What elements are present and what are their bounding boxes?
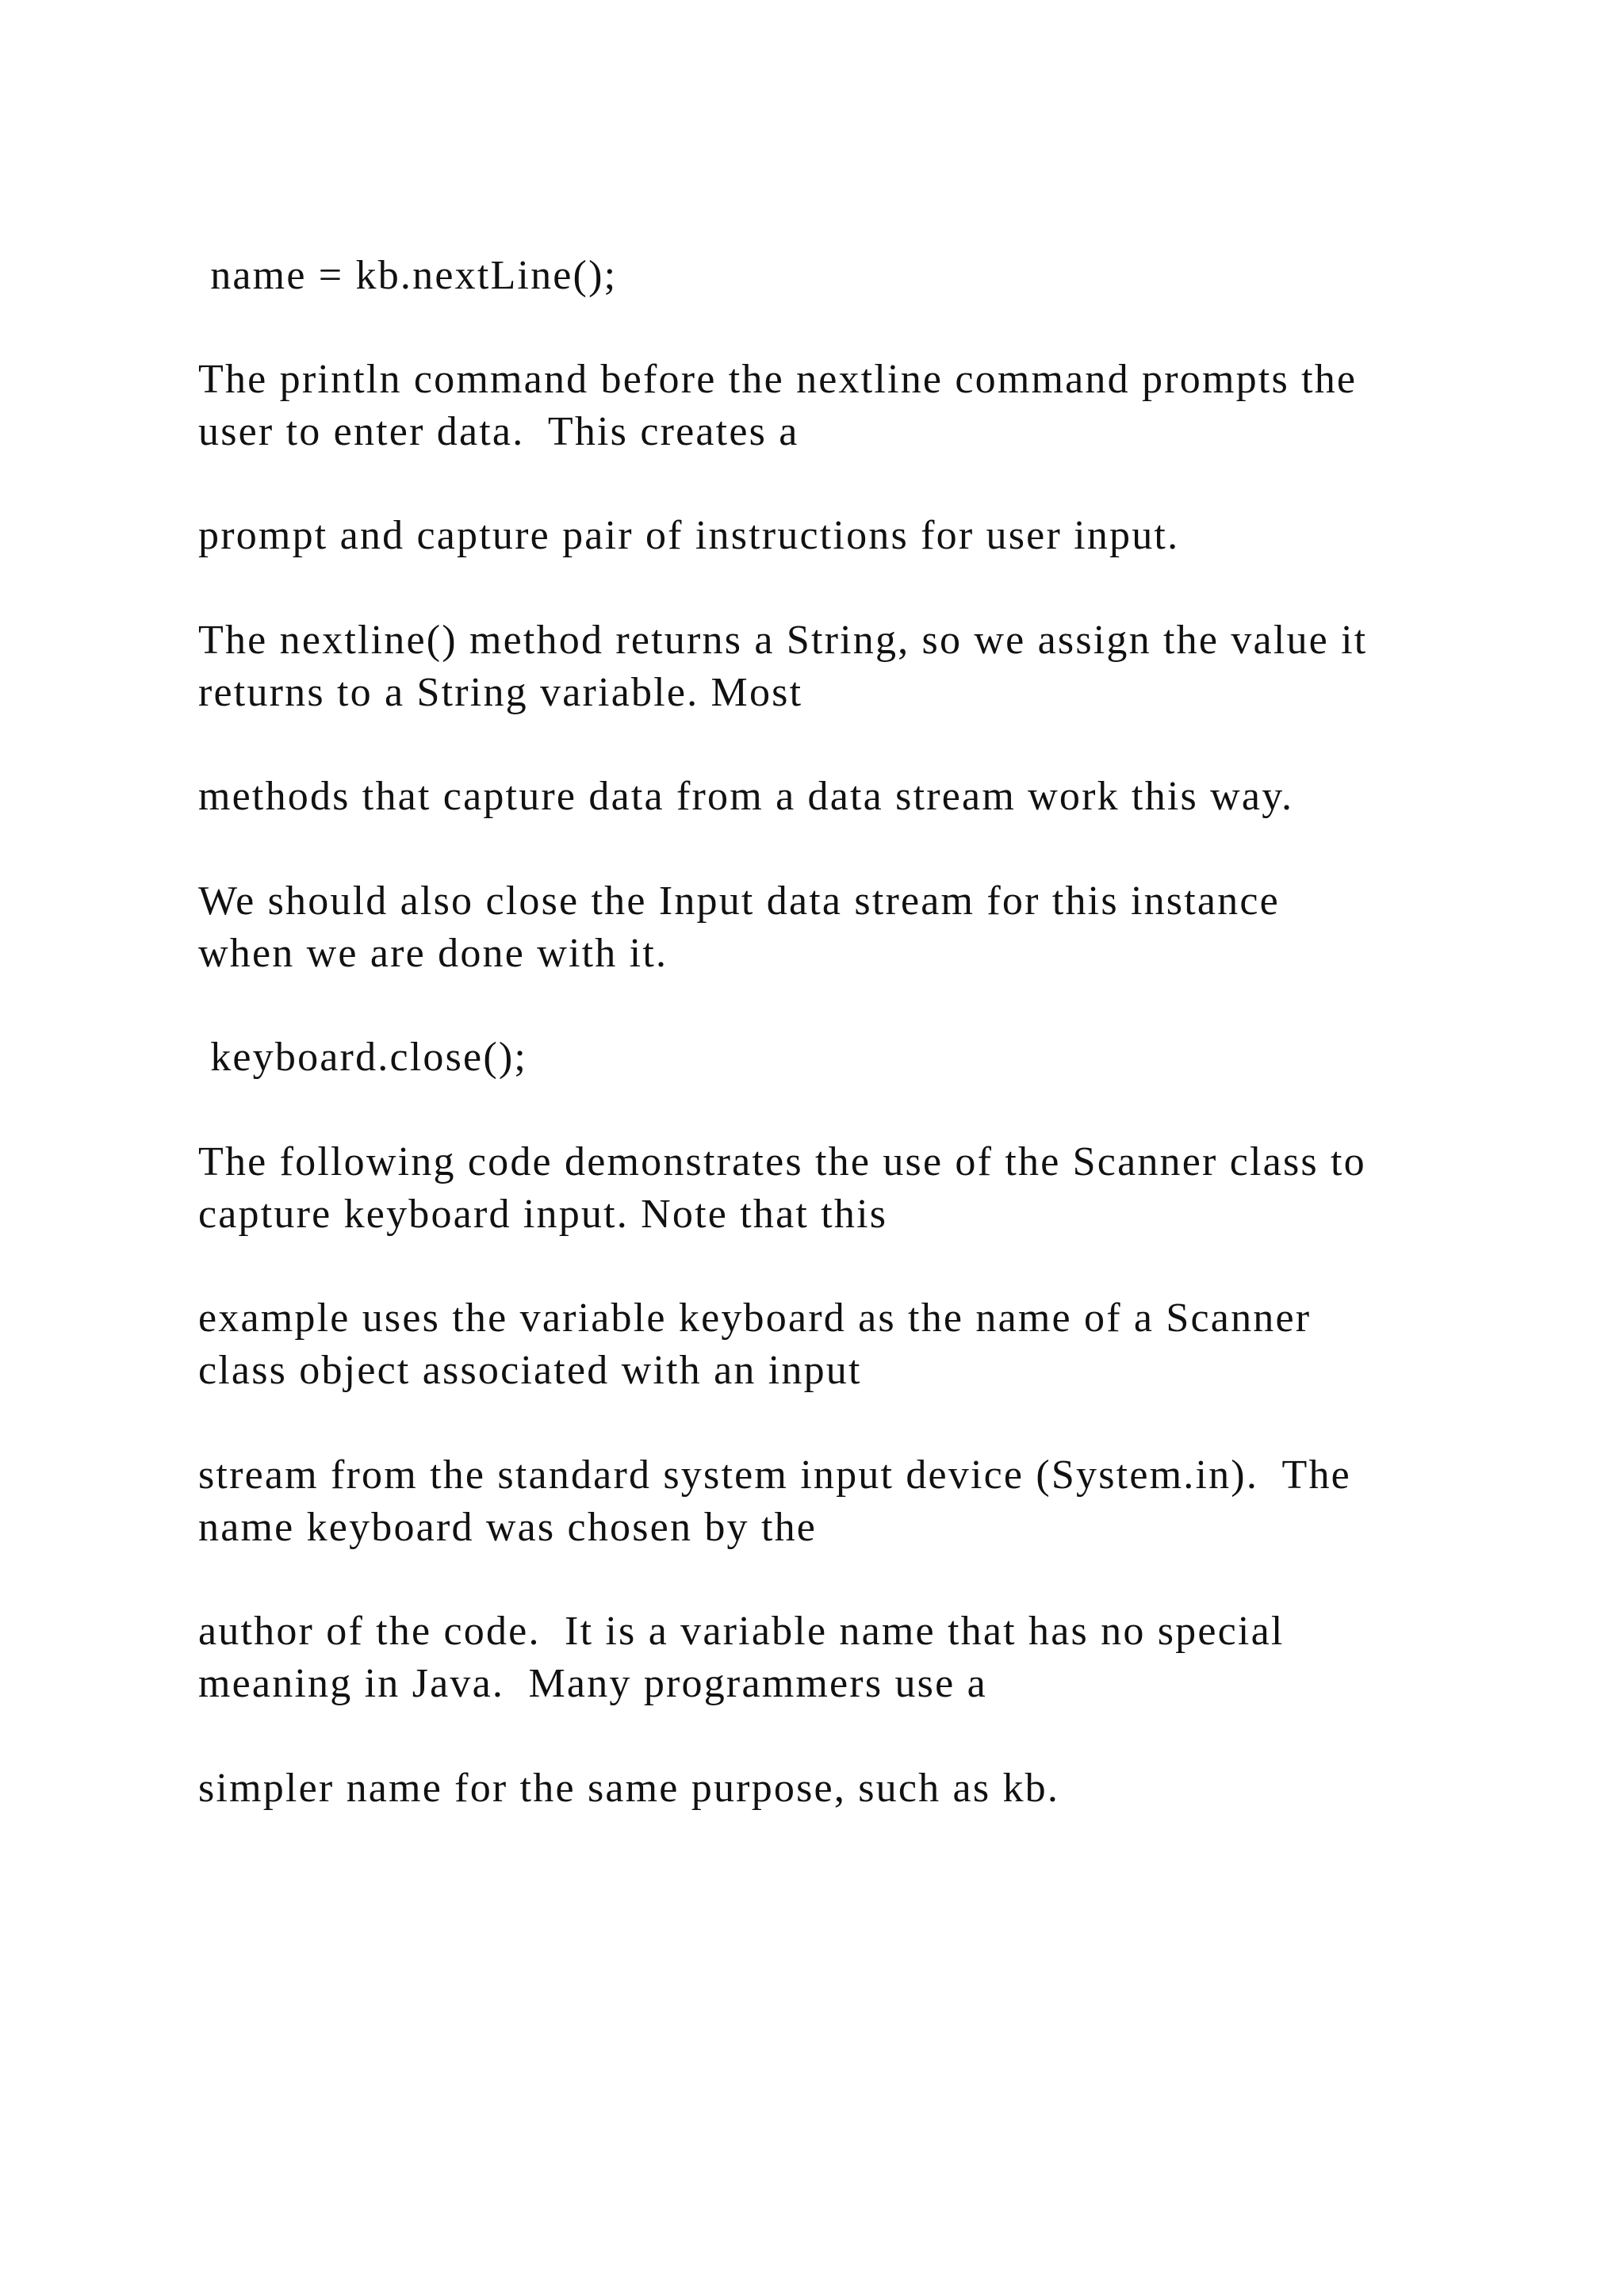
paragraph-line: methods that capture data from a data stream work this way. [198, 774, 1294, 819]
paragraph-line: capture keyboard input. Note that this [198, 1192, 888, 1237]
code-line-close: keyboard.close(); [198, 1035, 528, 1080]
code-line-nextline: name = kb.nextLine(); [198, 253, 618, 298]
paragraph-line: The nextline() method returns a String, so we assign the value it [198, 618, 1368, 663]
paragraph-line: name keyboard was chosen by the [198, 1505, 818, 1550]
paragraph-line: returns to a String variable. Most [198, 670, 803, 715]
paragraph-line: stream from the standard system input device (System.in). The [198, 1452, 1351, 1498]
paragraph-line: example uses the variable keyboard as the name of a Scanner [198, 1295, 1312, 1341]
paragraph-line: The println command before the nextline command prompts the [198, 357, 1358, 402]
paragraph-line: author of the code. It is a variable name that has no special [198, 1609, 1285, 1654]
paragraph-line: The following code demonstrates the use of the Scanner class to [198, 1139, 1366, 1184]
paragraph-line: meaning in Java. Many programmers use a [198, 1661, 987, 1706]
paragraph-line: simpler name for the same purpose, such as kb. [198, 1766, 1060, 1811]
paragraph-line: user to enter data. This creates a [198, 409, 799, 454]
paragraph-line: prompt and capture pair of instructions for user input. [198, 513, 1180, 558]
paragraph-line: class object associated with an input [198, 1348, 862, 1393]
paragraph-line: when we are done with it. [198, 931, 668, 976]
paragraph-line: We should also close the Input data stream for this instance [198, 878, 1280, 924]
